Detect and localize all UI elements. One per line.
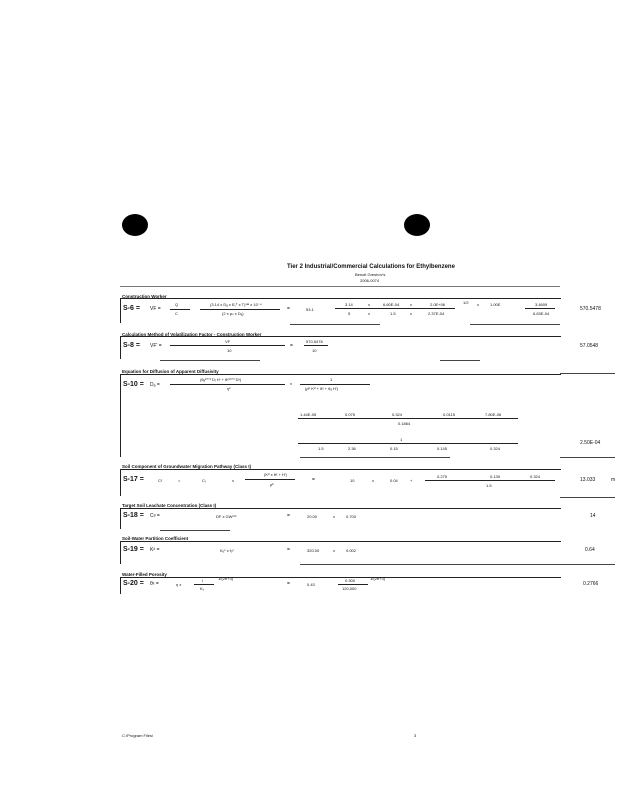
- s19-x: x: [333, 548, 335, 553]
- footer-page-number: 3: [414, 733, 417, 738]
- eq-number-s6: S-6 =: [123, 305, 140, 312]
- section-title-s10: Equation for Diffusion of Apparent Diffusivity: [122, 369, 219, 374]
- s10-bar2: [300, 384, 370, 385]
- s17-op: x: [232, 478, 234, 483]
- s6-p1d: x: [410, 302, 412, 307]
- s20-vbar: [338, 584, 368, 585]
- s10-row2den: 0.1864: [398, 421, 411, 426]
- rule-f: [300, 457, 450, 458]
- s6-p2d: x: [410, 311, 412, 316]
- s6-rden: 6.63E-04: [533, 311, 550, 316]
- s6-den2: (2 x ρₙ x Dₐ): [222, 311, 244, 316]
- eq-number-s19: S-19 =: [123, 546, 144, 553]
- s19-v1: 320.00: [307, 548, 320, 553]
- rule-a: [290, 324, 380, 325]
- s6-p2c: 1.5: [390, 311, 396, 316]
- s10-row3num: 1: [400, 437, 403, 442]
- s18-result: 14: [590, 513, 596, 519]
- s17-equals: =: [312, 477, 315, 483]
- rule-c: [160, 360, 260, 361]
- s6-bar2: [200, 309, 280, 310]
- s8-equals: =: [290, 343, 293, 349]
- s17-result: 13.033: [580, 477, 596, 483]
- section-box-s20: [120, 577, 561, 594]
- s10-row2b: 0.075: [345, 412, 356, 417]
- s6-num1: Q: [175, 302, 179, 307]
- s17-bar: [245, 479, 295, 480]
- s8-rbar: [304, 345, 328, 346]
- s10-result: 2.50E-04: [580, 440, 601, 446]
- s8-rden: 10: [312, 348, 317, 353]
- section-box-s18: [120, 508, 561, 529]
- s6-num2: (3.14 x Dₐ x Eₜᵀ x T)¹ᵆ x 10⁻⁴: [210, 302, 262, 307]
- s19-v2: 0.002: [346, 548, 357, 553]
- s20-vexp: 1/(2b+3): [370, 576, 386, 581]
- rule-d: [440, 360, 480, 361]
- s18-x: x: [333, 514, 335, 519]
- section-box-s19: [120, 541, 561, 564]
- rule-g: [560, 457, 615, 458]
- header-rule: [120, 286, 560, 287]
- s6-val1: 53.1: [306, 307, 314, 312]
- eq-number-s20: S-20 =: [123, 580, 144, 587]
- s19-result: 0.64: [585, 547, 595, 553]
- s10-den2: (ρᵇ Kᵈ + θᵡ + θₐ H'): [305, 386, 338, 391]
- eq-lhs-s8: VF' =: [150, 343, 162, 349]
- s10-row2c: 0.324: [392, 412, 403, 417]
- section-title-s18: Target Soil Leachate Concentration (Class I): [122, 503, 217, 508]
- s8-den: 10: [227, 348, 232, 353]
- s18-v1: 20.00: [307, 514, 318, 519]
- s17-eq1: =: [178, 478, 181, 483]
- s10-num: (θₐ¹⁰ᐟ³ Dᵢ H' + θᵡ¹⁰ᐟ³ Dᵡ): [200, 377, 242, 382]
- s6-p2a: 5: [348, 311, 351, 316]
- section-title-s19: Soil-Water Partition Coefficient: [122, 536, 189, 541]
- s17-bbar: [425, 480, 555, 481]
- s20-equals: =: [287, 581, 290, 587]
- s17-bden: 1.5: [486, 483, 492, 488]
- scan-mark-right: [404, 214, 430, 236]
- s18-v2: 0.700: [346, 514, 357, 519]
- rule-b: [470, 324, 560, 325]
- s10-row3b: 2.36: [348, 446, 356, 451]
- s18-rhs: DF x GWᵒᵗʰ: [216, 514, 237, 519]
- s10-row3e: 0.324: [490, 446, 501, 451]
- s17-x1: x: [372, 478, 374, 483]
- s17-frac-den: ρᵇ: [270, 482, 274, 487]
- s6-bar4: [525, 308, 555, 309]
- s20-exp: 1/(2b+3): [218, 576, 234, 581]
- eq-number-s10: S-10 =: [123, 381, 144, 388]
- s6-x2: x: [477, 302, 479, 307]
- s10-den: η²: [227, 386, 231, 391]
- s19-rhs: Kₒᶜ x fₒᶜ: [220, 548, 234, 553]
- s10-bar: [170, 384, 285, 385]
- s6-bar1: [170, 309, 190, 310]
- s17-unit: m: [611, 477, 616, 483]
- s6-p2b: x: [368, 311, 370, 316]
- s20-fden: Kₛ: [200, 586, 205, 591]
- rule-k: [560, 564, 615, 565]
- s10-bar3: [298, 418, 518, 419]
- s10-num2: 1: [330, 377, 333, 382]
- s6-p1b: x: [368, 302, 370, 307]
- eq-lhs-s18: Cᵍ =: [150, 513, 160, 519]
- s6-den1: C: [175, 311, 178, 316]
- s6-p2e: 2.37E-04: [428, 311, 445, 316]
- s6-v2: 1.00E: [490, 302, 501, 307]
- scan-mark-left: [122, 214, 148, 236]
- rule-e: [560, 373, 615, 374]
- eq-lhs-s6: VF =: [150, 306, 161, 312]
- s10-row3d: 0.145: [437, 446, 448, 451]
- section-title-s6: Construction Worker: [122, 294, 167, 299]
- eq-lhs-s20: θᵡ =: [150, 581, 159, 587]
- s20-result: 0.2766: [583, 581, 599, 587]
- s20-v1: 0.43: [307, 582, 315, 587]
- s17-b3: 0.324: [530, 474, 541, 479]
- section-box-s8: [120, 336, 561, 359]
- s17-v2: 0.04: [390, 478, 398, 483]
- page-title: Tier 2 Industrial/Commercial Calculations for Ethylbenzene: [287, 264, 455, 270]
- s20-vnum: 0.300: [345, 578, 356, 583]
- s6-exponent: 1/2: [463, 300, 469, 305]
- s17-b2: 0.139: [490, 474, 501, 479]
- section-title-s20: Water-Filled Porosity: [122, 572, 167, 577]
- s6-equals: =: [287, 306, 290, 312]
- s20-fnum: I: [202, 578, 204, 583]
- s6-bar3: [335, 308, 455, 309]
- s10-row3a: 1.5: [318, 446, 324, 451]
- footer-path: C:\Program Files\: [122, 733, 154, 738]
- s19-equals: =: [287, 547, 290, 553]
- eq-number-s18: S-18 =: [123, 512, 144, 519]
- eq-number-s8: S-8 =: [123, 342, 140, 349]
- s10-row2e: 7.80E-06: [485, 412, 502, 417]
- s6-rnum: 3.4609: [535, 302, 548, 307]
- section-title-s17: Soil Component of Groundwater Migration Pathway (Class I): [122, 464, 252, 469]
- rule-j: [300, 564, 560, 565]
- s17-sub2: Cᵢ: [202, 478, 206, 483]
- s18-equals: =: [287, 513, 290, 519]
- s17-v1: 10: [350, 478, 355, 483]
- s10-row2d: 0.0115: [443, 412, 455, 417]
- rule-i: [160, 530, 230, 531]
- s10-bar4: [298, 443, 518, 444]
- s8-bar: [170, 345, 285, 346]
- s8-result: 57.0548: [580, 343, 599, 349]
- s20-vden: 120,000: [342, 586, 357, 591]
- s8-num: VF: [225, 339, 231, 344]
- eq-lhs-s19: Kᵈ =: [150, 547, 160, 553]
- s8-rnum: 570.5478: [306, 339, 323, 344]
- s17-sub1: Cᵡ: [158, 478, 163, 483]
- s6-p1a: 3.14: [345, 302, 353, 307]
- s10-x: x: [290, 381, 292, 386]
- s20-rhs: η x: [176, 582, 182, 587]
- s6-p1c: 6.60E-04: [383, 302, 400, 307]
- section-title-s8: Calculation Method of Volatilization Factor - Construction Worker: [122, 332, 262, 337]
- s10-row2a: 1.44E-05: [300, 412, 317, 417]
- author-line: Benoit Greshov's: [355, 272, 386, 277]
- s6-p1e: 2.0E+06: [430, 302, 446, 307]
- document-id: 2006-0074: [360, 278, 380, 283]
- s17-p: +: [410, 478, 413, 483]
- s20-bar: [194, 584, 214, 585]
- eq-number-s17: S-17 =: [123, 476, 144, 483]
- s6-result: 570.5478: [580, 306, 601, 312]
- s10-row3c: 0.15: [390, 446, 398, 451]
- s17-frac-num: (Kᵈ x θᵡ + H'): [264, 472, 287, 477]
- rule-h: [560, 497, 615, 498]
- s17-b1: 0.275: [437, 474, 448, 479]
- eq-lhs-s10: Dₐ =: [150, 382, 160, 388]
